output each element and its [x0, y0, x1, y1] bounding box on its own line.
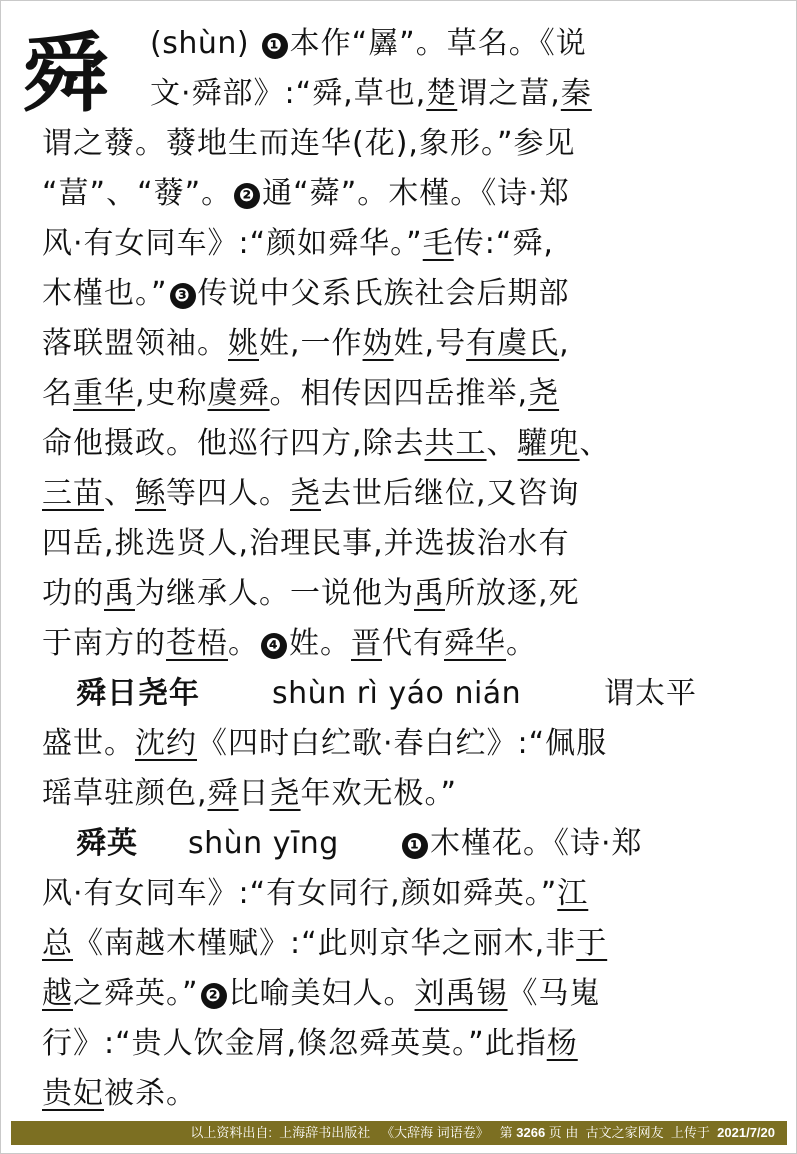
- text: 日: [238, 776, 270, 811]
- sense-number-1: ❶: [262, 33, 288, 59]
- text: 命他摄政。他巡行四方,除去: [42, 426, 425, 461]
- sense-number-2: ❷: [201, 983, 227, 1009]
- text: 木槿花。《诗·郑: [430, 826, 643, 861]
- text: 被杀。: [104, 1076, 197, 1111]
- text: 谓之蕟。蕟地生而连华(花),象形。”参见: [42, 126, 576, 161]
- proper-noun: 总: [42, 926, 73, 961]
- sub-entry-1-line-1: [76, 670, 200, 718]
- proper-noun: 舜: [207, 776, 239, 811]
- source-footer: [11, 1121, 787, 1145]
- proper-noun: 尧: [290, 476, 321, 511]
- definition-line-4: [42, 170, 570, 218]
- footer-page-label: 第: [499, 1125, 513, 1140]
- text: 传:“舜,: [453, 226, 554, 261]
- sub-entry-2-line-4: [42, 970, 601, 1018]
- sub-entry-1-def-start: 谓太平: [604, 676, 697, 711]
- definition-line-13: [42, 620, 537, 668]
- proper-noun: 尧: [528, 376, 560, 411]
- definition-line-12: [42, 570, 580, 618]
- text: 本作“羼”。草名。《说: [289, 26, 587, 61]
- proper-noun: 尧: [269, 776, 301, 811]
- text: 、: [579, 426, 611, 461]
- proper-noun: 妫: [362, 326, 394, 361]
- proper-noun: 贵妃: [42, 1076, 104, 1111]
- sense-number-4: ❹: [261, 633, 287, 659]
- headword: 舜: [22, 23, 108, 124]
- text: 瑶草驻颜色,: [42, 776, 208, 811]
- sub-entry-2-line-1: [76, 820, 138, 868]
- text: 《南越木槿赋》:“此则京华之丽木,非: [73, 926, 577, 961]
- footer-page-label-after: 页 由: [548, 1125, 579, 1140]
- sub-entry-2-def-start: [400, 820, 643, 868]
- proper-noun: 禹: [104, 576, 135, 611]
- sub-entry-2-line-3: [42, 920, 607, 968]
- proper-noun: 虞舜: [207, 376, 270, 411]
- text: 《马嵬: [507, 976, 601, 1011]
- text: 之舜英。”: [73, 976, 199, 1011]
- sub-entry-1-line-2: [42, 720, 607, 768]
- text: 去世后继位,又咨询: [321, 476, 580, 511]
- proper-noun: 刘禹锡: [414, 976, 508, 1011]
- proper-noun: 越: [42, 976, 73, 1011]
- sub-entry-2-line-6: [42, 1070, 197, 1118]
- text: 等四人。: [166, 476, 290, 511]
- footer-date: 2021/7/20: [717, 1125, 775, 1140]
- text: 《四时白纻歌·春白纻》:“佩服: [197, 726, 608, 761]
- text: 。: [228, 626, 259, 661]
- definition-line-7: [42, 320, 570, 368]
- proper-noun: 沈约: [135, 726, 197, 761]
- sub-entry-headword: 舜日尧年: [76, 676, 200, 711]
- text: 所放逐,死: [445, 576, 580, 611]
- proper-noun: 江: [557, 876, 589, 911]
- sense-number-3: ❸: [170, 283, 196, 309]
- definition-line-3: [42, 120, 576, 168]
- text: 通“蕣”。木槿。《诗·郑: [262, 176, 570, 211]
- footer-book: 《大辞海 词语卷》: [381, 1125, 489, 1140]
- text: 比喻美妇人。: [228, 976, 415, 1011]
- text: 行》:“贵人饮金屑,倏忽舜英莫。”此指: [42, 1026, 547, 1061]
- proper-noun: 晋: [351, 626, 382, 661]
- footer-uploaded-label: 上传于: [670, 1125, 710, 1140]
- text: ,: [559, 326, 570, 361]
- proper-noun: 苍梧: [166, 626, 228, 661]
- text: “葍”、“蕟”。: [42, 176, 233, 211]
- text: 。相传因四岳推举,: [269, 376, 529, 411]
- text: 、: [104, 476, 135, 511]
- proper-noun: 毛: [422, 226, 454, 261]
- proper-noun: 杨: [546, 1026, 578, 1061]
- text: 姓,号: [393, 326, 467, 361]
- definition-line-6: [42, 270, 570, 318]
- text: ,史称: [135, 376, 208, 411]
- definition-line-10: [42, 470, 580, 518]
- footer-site: 古文之家网友: [585, 1125, 664, 1140]
- text: 功的: [42, 576, 104, 611]
- text: 名: [42, 376, 73, 411]
- proper-noun: 禹: [414, 576, 445, 611]
- sense-number-2: ❷: [234, 183, 260, 209]
- sub-entry-1-pinyin: shùn rì yáo nián: [272, 676, 522, 711]
- proper-noun: 重华: [73, 376, 135, 411]
- text: 传说中父系氏族社会后期部: [197, 276, 570, 311]
- text: 盛世。: [42, 726, 135, 761]
- text: 落联盟领袖。: [42, 326, 228, 361]
- proper-noun: 共工: [424, 426, 487, 461]
- sense-number-1: ❶: [402, 833, 428, 859]
- text: 木槿也。”: [42, 276, 168, 311]
- definition-line-8: [42, 370, 559, 418]
- sub-entry-1-line-3: [42, 770, 457, 818]
- text: 代有: [382, 626, 444, 661]
- proper-noun: 姚: [228, 326, 259, 361]
- proper-noun: 楚: [426, 76, 458, 111]
- text: 风·有女同车》:“颜如舜华。”: [42, 226, 423, 261]
- sub-entry-2-line-2: [42, 870, 588, 918]
- text: 风·有女同车》:“有女同行,颜如舜英。”: [42, 876, 558, 911]
- definition-line-9: [42, 420, 611, 468]
- sub-entry-2-line-5: [42, 1020, 578, 1068]
- definition-line-11: [42, 520, 570, 568]
- text: 为继承人。一说他为: [135, 576, 414, 611]
- headword-pinyin: (shùn): [150, 26, 250, 61]
- text: 姓。: [289, 626, 351, 661]
- text: 。: [506, 626, 537, 661]
- text: 年欢无极。”: [300, 776, 458, 811]
- proper-noun: 舜华: [444, 626, 506, 661]
- text: 四岳,挑选贤人,治理民事,并选拔治水有: [42, 526, 570, 561]
- footer-prefix: 以上资料出自:: [190, 1125, 273, 1140]
- definition-line-2: [150, 70, 592, 118]
- definition-line-5: [42, 220, 554, 268]
- definition-line-1: [150, 20, 587, 68]
- proper-noun: 有虞氏: [466, 326, 560, 361]
- footer-publisher: 上海辞书出版社: [279, 1125, 371, 1140]
- text: 于南方的: [42, 626, 166, 661]
- proper-noun: 秦: [560, 76, 592, 111]
- sub-entry-headword: 舜英: [76, 826, 138, 861]
- text: 文·舜部》:“舜,草也,: [150, 76, 427, 111]
- proper-noun: 驩兜: [517, 426, 580, 461]
- text: 姓,一作: [259, 326, 363, 361]
- proper-noun: 于: [576, 926, 608, 961]
- sub-entry-2-pinyin: shùn yīng: [188, 826, 339, 861]
- footer-page-number: 3266: [516, 1125, 546, 1140]
- proper-noun: 三苗: [42, 476, 104, 511]
- text: 、: [486, 426, 518, 461]
- text: 谓之葍,: [457, 76, 561, 111]
- proper-noun: 鲧: [135, 476, 166, 511]
